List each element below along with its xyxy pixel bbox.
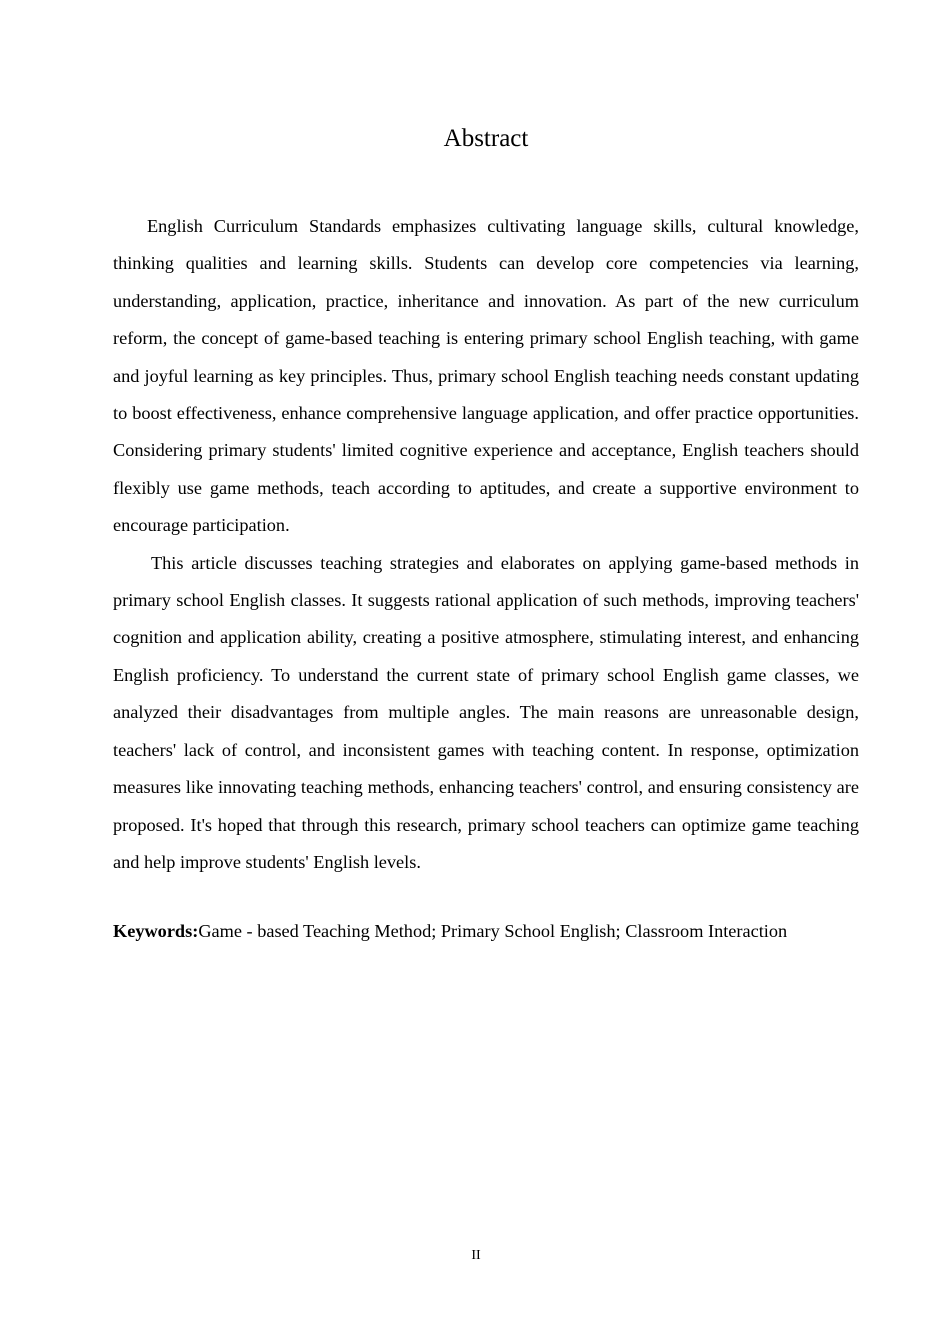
abstract-body: [113, 208, 859, 881]
abstract-title: Abstract: [443, 125, 529, 152]
abstract-paragraph-2: This article discusses teaching strategies and elaborates on applying game-based methods in primary school English classes. It suggests rational application of such methods, improving teachers' cognition and application ability, creating a positive atmosphere, stimulating interest, and enhancing English proficiency. To understand the current state of primary school English game classes, we analyzed their disadvantages from multiple angles. The main reasons are unreasonable design, teachers' lack of control, and inconsistent games with teaching content. In response, optimization measures like innovating teaching methods, enhancing teachers' control, and ensuring consistency are proposed. It's hoped that through this research, primary school teachers can optimize game teaching and help improve students' English levels.: [113, 552, 859, 872]
keywords-text: Game - based Teaching Method; Primary School English; Classroom Interaction: [198, 921, 788, 941]
abstract-paragraph-1: English Curriculum Standards emphasizes cultivating language skills, cultural knowledge, thinking qualities and learning skills. Students can develop core competencies via learning, understanding, application, practice, inheritance and innovation. As part of the new curriculum reform, the concept of game-based teaching is entering primary school English teaching, with game and joyful learning as key principles. Thus, primary school English teaching needs constant updating to boost effectiveness, enhance comprehensive language application, and offer practice opportunities. Considering primary students' limited cognitive experience and acceptance, English teachers should flexibly use game methods, teach according to aptitudes, and create a supportive environment to encourage participation.: [113, 216, 859, 536]
keywords-line: [113, 913, 859, 950]
keywords-label: Keywords:: [113, 921, 199, 941]
page-number: II: [471, 1248, 481, 1263]
